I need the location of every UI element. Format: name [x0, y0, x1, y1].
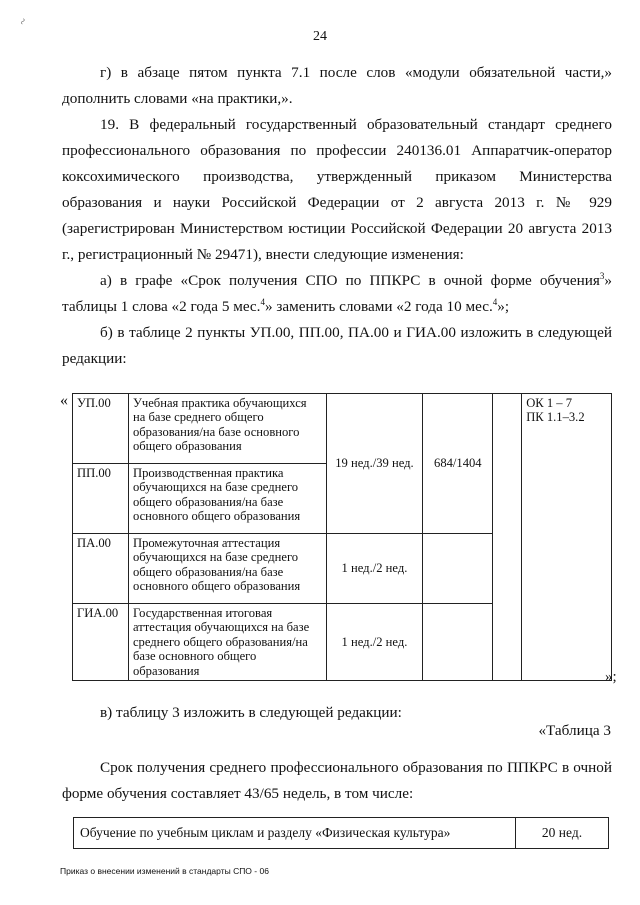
table-2	[72, 393, 612, 681]
row-hours	[423, 534, 493, 604]
table-3	[73, 817, 609, 849]
page-footer: Приказ о внесении изменений в стандарты СПО - 06	[60, 866, 269, 876]
close-quote: »;	[605, 669, 617, 685]
paragraph-b: б) в таблице 2 пункты УП.00, ПП.00, ПА.00 и ГИА.00 изложить в следующей редакции:	[62, 324, 612, 367]
row-name: Промежуточная аттестация обучающихся на базе среднего общего образования/на базе основного общего образования	[128, 534, 326, 604]
page-number: 24	[313, 29, 327, 44]
row-duration: 19 нед./39 нед.	[326, 394, 423, 534]
row-code: ПП.00	[73, 464, 129, 534]
paragraph-a: а) в графе «Срок получения СПО по ППКРС в очной форме обучения$^3$» таблицы 1 слова «2 года 5 мес.$^4$» заменить словами «2 года 10 мес.$^4$»;	[62, 270, 612, 315]
competencies-cell	[522, 394, 612, 681]
row-code: ПА.00	[73, 534, 129, 604]
row-code: ГИА.00	[73, 604, 129, 681]
table-row	[74, 818, 609, 849]
row-hours	[423, 604, 493, 681]
row-name: Учебная практика обучающихся на базе среднего общего образования/на базе основного общего образования	[128, 394, 326, 464]
paragraph-g: г) в абзаце пятом пункта 7.1 после слов «модули обязательной части,» дополнить словами «на практики,».	[62, 64, 612, 107]
row-duration: 1 нед./2 нед.	[326, 604, 423, 681]
row-hours: 684/1404	[423, 394, 493, 534]
competencies-pk: ПК 1.1–3.2	[526, 410, 585, 425]
row-name: Производственная практика обучающихся на базе среднего общего образования/на базе основного общего образования	[128, 464, 326, 534]
scan-mark: ~	[15, 14, 31, 28]
table-3-row-label: Обучение по учебным циклам и разделу «Физическая культура»	[74, 818, 516, 849]
paragraph-19: 19. В федеральный государственный образовательный стандарт среднего профессионального образования по профессии 240136.01 Аппаратчик-оператор коксохимического производства, утвержденный приказом Министерства образования и науки Российской Федерации от 2 августа 2013 г. № 929 (зарегистрирован Министерством юстиции Российской Федерации 20 августа 2013 г., регистрационный № 29471), внести следующие изменения:	[62, 116, 612, 263]
table-row	[73, 394, 612, 464]
paragraph-v: в) таблицу 3 изложить в следующей редакции:	[100, 704, 402, 721]
open-quote: «	[60, 392, 68, 409]
competencies-ok: ОК 1 – 7	[526, 396, 573, 410]
row-name: Государственная итоговая аттестация обучающихся на базе среднего общего образования/на базе основного общего образования	[128, 604, 326, 681]
table-3-row-value: 20 нед.	[516, 818, 609, 849]
paragraph-srok: Срок получения среднего профессионального образования по ППКРС в очной форме обучения составляет 43/65 недель, в том числе:	[62, 759, 612, 802]
row-code: УП.00	[73, 394, 129, 464]
row-duration: 1 нед./2 нед.	[326, 534, 423, 604]
table-3-label: «Таблица 3	[538, 722, 611, 739]
empty-column	[493, 394, 522, 681]
